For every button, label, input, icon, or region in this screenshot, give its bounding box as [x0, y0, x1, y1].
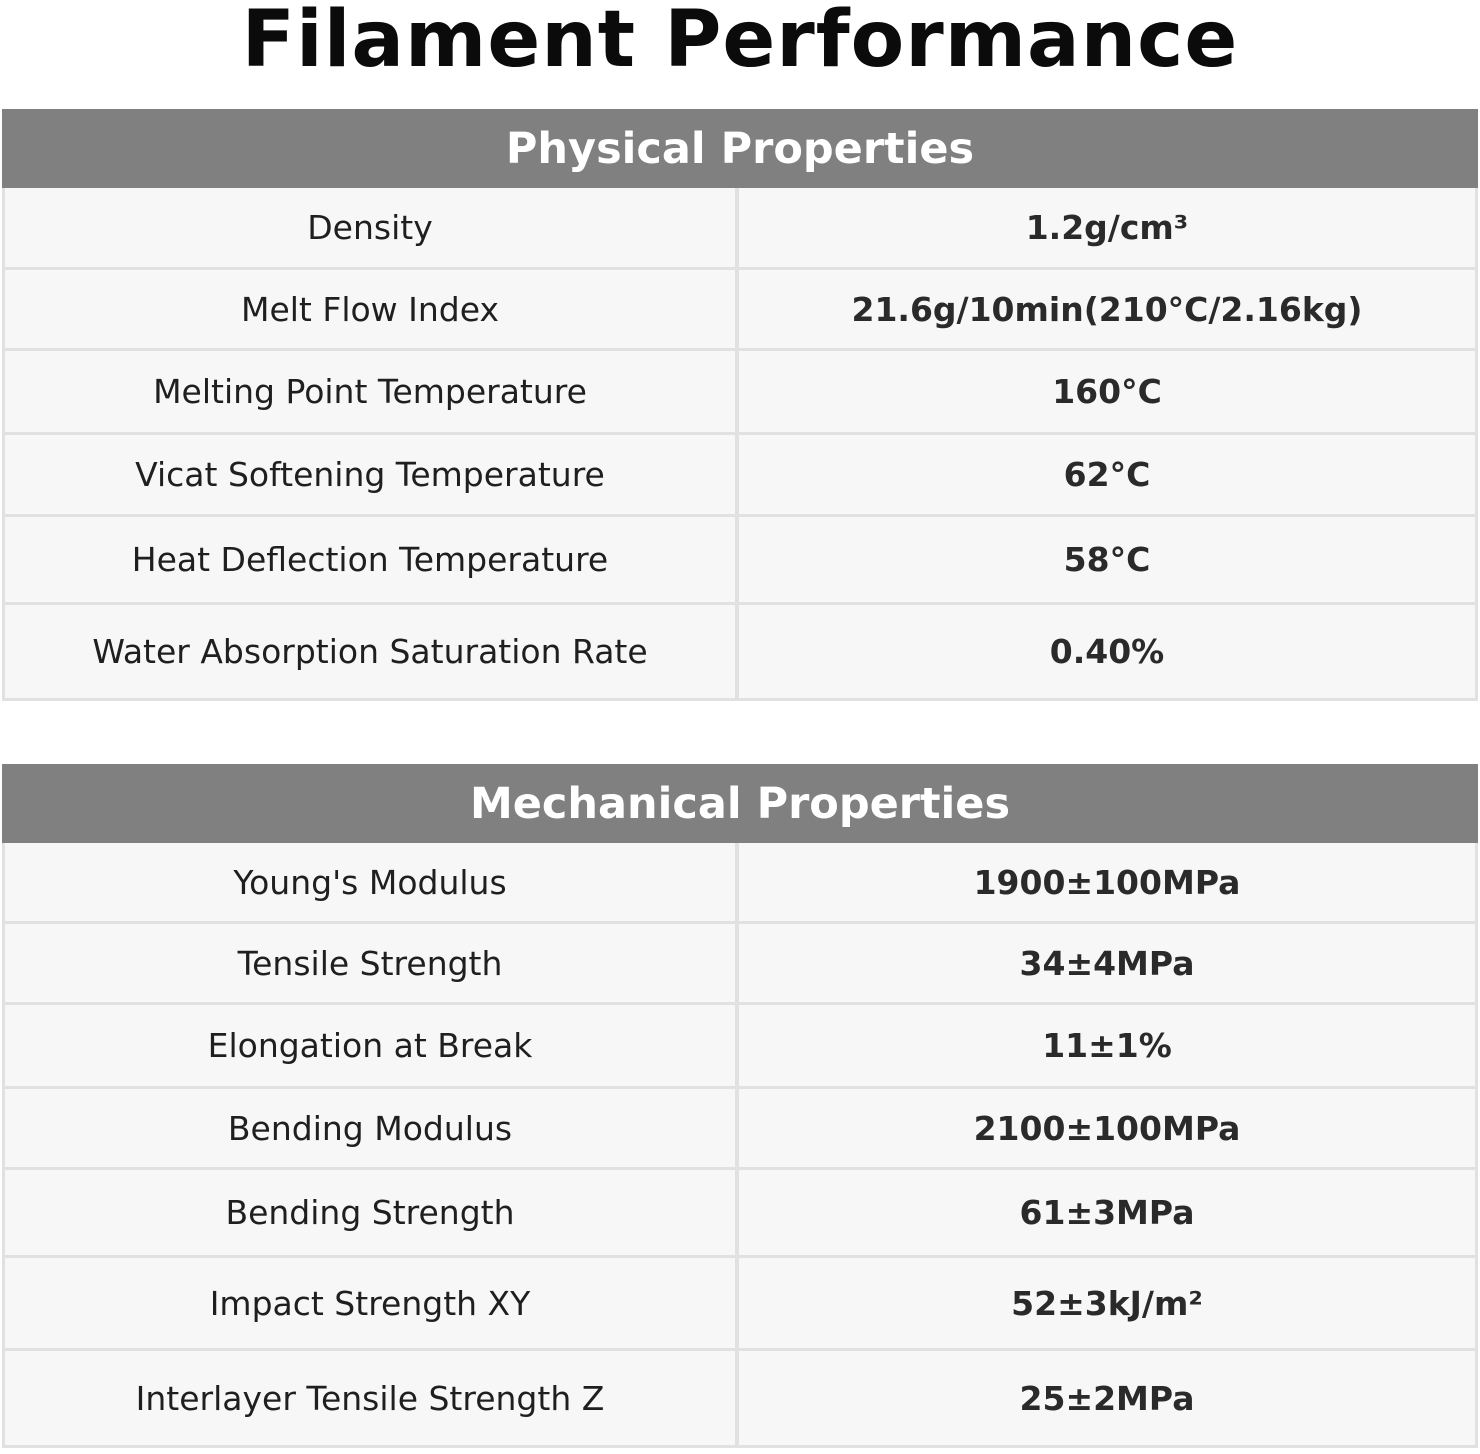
property-value: 160°C [739, 351, 1478, 432]
property-value: 11±1% [739, 1005, 1478, 1086]
property-value: 52±3kJ/m² [739, 1258, 1478, 1348]
table-row [2, 1005, 1478, 1089]
table-row [2, 188, 1478, 270]
property-value: 2100±100MPa [739, 1089, 1478, 1167]
property-value: 1.2g/cm³ [739, 188, 1478, 267]
table-row [2, 1351, 1478, 1448]
property-value: 21.6g/10min(210°C/2.16kg) [739, 270, 1478, 348]
page-title: Filament Performance [241, 0, 1239, 85]
property-value: 0.40% [739, 605, 1478, 698]
property-value: 62°C [739, 435, 1478, 514]
table-row [2, 843, 1478, 924]
physical-properties-header: Physical Properties [2, 109, 1478, 188]
property-name: Water Absorption Saturation Rate [2, 605, 739, 698]
property-name: Melt Flow Index [2, 270, 739, 348]
table-row [2, 1089, 1478, 1170]
property-name: Elongation at Break [2, 1005, 739, 1086]
property-name: Impact Strength XY [2, 1258, 739, 1348]
physical-properties-table [2, 109, 1478, 701]
property-value: 61±3MPa [739, 1170, 1478, 1255]
property-value: 58°C [739, 517, 1478, 602]
table-row [2, 270, 1478, 351]
table-row [2, 517, 1478, 605]
mechanical-properties-table [2, 764, 1478, 1448]
property-name: Young's Modulus [2, 843, 739, 921]
property-value: 25±2MPa [739, 1351, 1478, 1445]
property-name: Bending Modulus [2, 1089, 739, 1167]
table-row [2, 351, 1478, 435]
property-name: Tensile Strength [2, 924, 739, 1002]
table-row [2, 1170, 1478, 1258]
mechanical-properties-header: Mechanical Properties [2, 764, 1478, 843]
table-row [2, 605, 1478, 701]
property-value: 34±4MPa [739, 924, 1478, 1002]
property-value: 1900±100MPa [739, 843, 1478, 921]
property-name: Vicat Softening Temperature [2, 435, 739, 514]
table-row [2, 435, 1478, 517]
table-row [2, 1258, 1478, 1351]
property-name: Heat Deflection Temperature [2, 517, 739, 602]
property-name: Interlayer Tensile Strength Z [2, 1351, 739, 1445]
table-row [2, 924, 1478, 1005]
property-name: Density [2, 188, 739, 267]
property-name: Bending Strength [2, 1170, 739, 1255]
property-name: Melting Point Temperature [2, 351, 739, 432]
